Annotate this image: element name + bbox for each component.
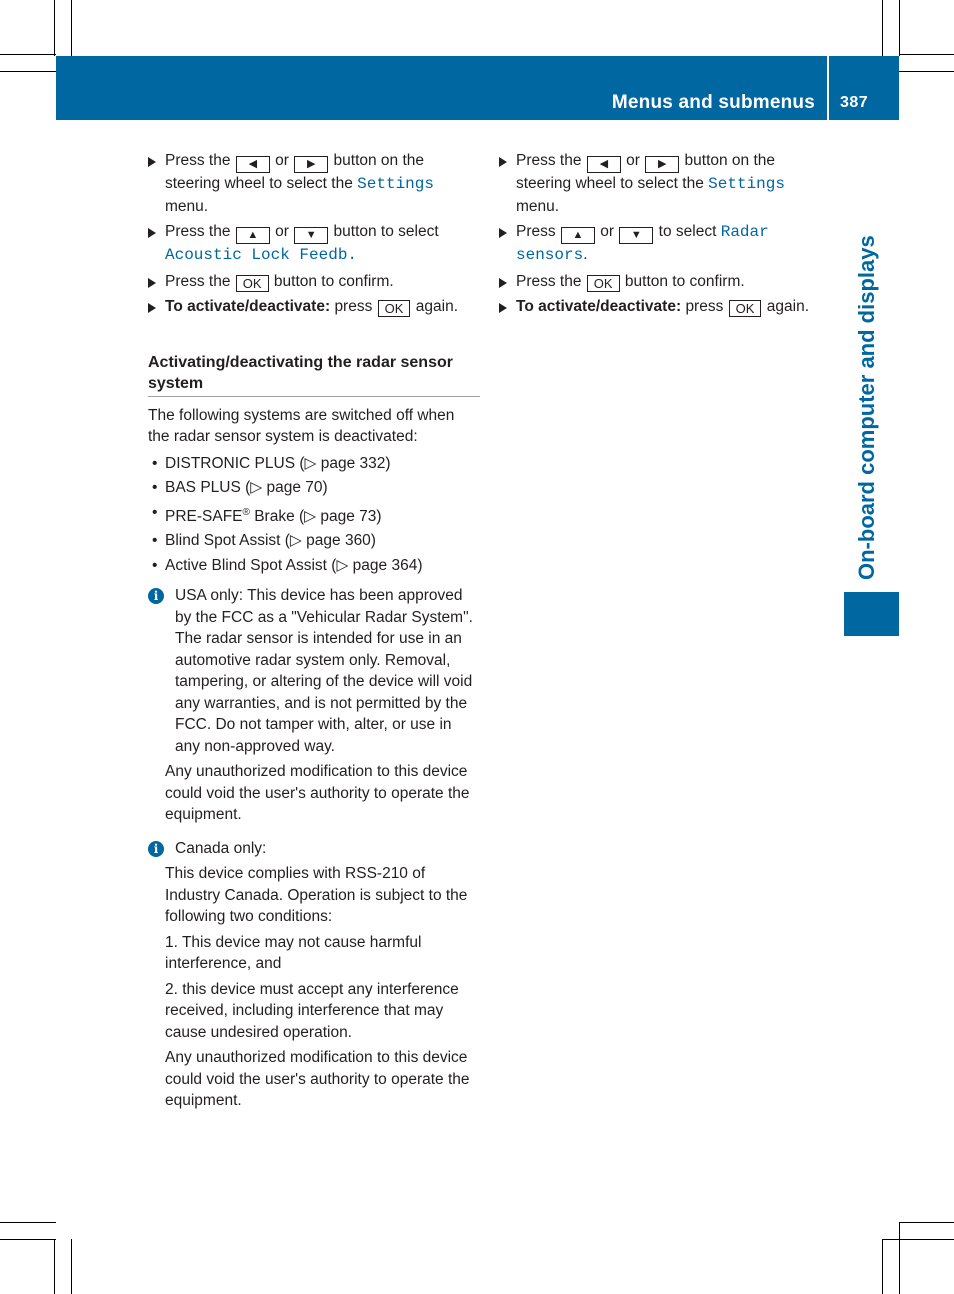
info-icon: i — [148, 588, 164, 604]
step-text: again. — [415, 298, 458, 315]
list-item-text: Brake ( — [249, 507, 305, 525]
step-text: button on the steering wheel to select the — [516, 152, 776, 192]
step-text: button to confirm. — [273, 272, 394, 290]
page-section-title: Menus and submenus — [611, 92, 815, 113]
registered-mark: ® — [242, 506, 250, 518]
step-text: button to confirm. — [624, 272, 745, 290]
list-item-text: Active Blind Spot Assist ( — [165, 556, 337, 574]
up-button-icon: ▲ — [561, 227, 595, 244]
crop-mark — [0, 1222, 56, 1223]
left-button-icon: ◀ — [587, 156, 621, 173]
list-item-text: DISTRONIC PLUS ( — [165, 454, 305, 472]
right-button-icon: ▶ — [294, 156, 328, 173]
page-ref-arrow-icon: ▷ — [304, 507, 321, 525]
crop-mark — [882, 1239, 883, 1294]
step-text: button on the steering wheel to select the — [165, 152, 425, 192]
ok-button-icon: OK — [236, 275, 269, 292]
info-paragraph: USA only: This device has been approved by the FCC as a "Vehicular Radar System". The radar sensor is intended for use in an automotive radar system only. Removal, tampering, or altering of the device will void any warranties, and is not permitted by the FCC. Do not tamper with, alter, or use in any non-approved way. — [175, 587, 473, 755]
list-item-text: Blind Spot Assist ( — [165, 532, 290, 550]
page-ref-arrow-icon: ▷ — [304, 454, 321, 472]
step-text: Press the — [165, 272, 231, 290]
crop-mark — [54, 0, 55, 56]
page-ref-arrow-icon: ▷ — [289, 532, 307, 550]
step-arrow-icon — [499, 278, 507, 288]
display-menu-item: Acoustic Lock Feedb. — [165, 246, 358, 264]
step-arrow-icon — [148, 157, 156, 167]
section-heading: Activating/deactivating the radar sensor system — [148, 352, 480, 397]
step-arrow-icon — [148, 278, 156, 288]
page-ref-link[interactable]: page 360) — [306, 532, 376, 550]
step-arrow-icon — [148, 228, 156, 238]
step-text: again. — [766, 298, 809, 315]
list-item-text: BAS PLUS ( — [165, 479, 251, 496]
step-label: To activate/deactivate: — [165, 298, 331, 315]
right-button-icon: ▶ — [645, 156, 679, 173]
crop-mark — [899, 71, 954, 72]
step-text: Press the — [516, 272, 582, 290]
step-text: Press — [516, 223, 556, 240]
crop-mark — [899, 0, 900, 56]
crop-mark — [899, 1222, 900, 1294]
step-arrow-icon — [148, 303, 156, 313]
list-item — [148, 453, 480, 475]
chapter-tab-block — [844, 592, 899, 636]
step-text: to select — [658, 223, 717, 240]
list-item — [148, 530, 480, 552]
crop-mark — [882, 1239, 954, 1240]
info-paragraph: Any unauthorized modification to this device could void the user's authority to operate the equipment. — [165, 1049, 470, 1110]
crop-mark — [882, 0, 883, 56]
instruction-step — [148, 296, 480, 318]
crop-mark — [899, 1222, 954, 1223]
ok-button-icon: OK — [587, 275, 620, 292]
step-text: or — [626, 152, 640, 169]
up-button-icon: ▲ — [236, 227, 270, 244]
step-text: or — [275, 152, 289, 169]
instruction-step — [499, 296, 831, 318]
page-ref-link[interactable]: page 364) — [352, 556, 423, 574]
instruction-step — [148, 271, 480, 293]
step-text: button to select — [333, 223, 439, 240]
ok-button-icon: OK — [378, 300, 411, 317]
instruction-step — [148, 221, 480, 267]
step-arrow-icon — [499, 303, 507, 313]
page-ref-arrow-icon: ▷ — [336, 556, 353, 574]
step-arrow-icon — [499, 157, 507, 167]
info-paragraph: Any unauthorized modification to this device could void the user's authority to operate the equipment. — [165, 763, 470, 824]
header-bar — [56, 56, 827, 120]
display-menu-name: Settings — [708, 175, 785, 193]
step-text: Press the — [165, 223, 231, 240]
list-item — [148, 477, 480, 499]
display-menu-item: Radar — [720, 223, 769, 241]
chapter-side-tab: On-board computer and displays — [854, 235, 879, 580]
info-paragraph: 2. this device must accept any interference received, including interference that may cause undesired operation. — [165, 980, 459, 1041]
info-note-canada — [148, 838, 480, 1112]
down-button-icon: ▼ — [619, 227, 653, 244]
crop-mark — [71, 1239, 72, 1294]
display-menu-name: Settings — [357, 175, 434, 193]
instruction-step — [499, 221, 831, 267]
info-paragraph: 1. This device may not cause harmful interference, and — [165, 933, 422, 973]
left-button-icon: ◀ — [236, 156, 270, 173]
crop-mark — [0, 71, 56, 72]
crop-mark — [0, 1239, 56, 1240]
step-text: Press the — [516, 152, 582, 169]
instruction-step — [499, 271, 831, 293]
crop-mark — [71, 0, 72, 56]
step-text: press — [685, 298, 724, 315]
info-note-usa — [148, 585, 480, 826]
page-number: 387 — [840, 94, 869, 111]
crop-mark — [54, 1239, 55, 1294]
display-menu-item: sensors — [516, 246, 584, 264]
page-number-box — [829, 56, 899, 120]
step-text: . — [583, 246, 588, 263]
list-item — [148, 502, 480, 528]
intro-paragraph: The following systems are switched off when the radar sensor system is deactivated: — [148, 406, 455, 445]
instruction-step — [148, 150, 480, 217]
step-text: or — [275, 223, 289, 240]
step-text: menu. — [516, 197, 560, 215]
step-text: press — [334, 298, 373, 315]
info-icon: i — [148, 841, 164, 857]
list-item — [148, 555, 480, 577]
step-text: Press the — [165, 152, 231, 169]
list-item-text: PRE-SAFE — [165, 507, 243, 525]
left-column — [148, 150, 480, 1112]
page-ref-link[interactable]: page 73) — [320, 507, 382, 525]
info-paragraph: Canada only: — [175, 839, 267, 857]
crop-mark — [899, 54, 954, 55]
down-button-icon: ▼ — [294, 227, 328, 244]
crop-mark — [0, 54, 56, 55]
system-list — [148, 453, 480, 577]
step-label: To activate/deactivate: — [516, 298, 682, 315]
step-arrow-icon — [499, 228, 507, 238]
step-text: or — [600, 223, 615, 240]
page-ref-arrow-icon: ▷ — [250, 479, 267, 496]
page-ref-link[interactable]: page 70) — [266, 479, 328, 496]
step-text: menu. — [165, 197, 209, 215]
ok-button-icon: OK — [729, 300, 762, 317]
instruction-step — [499, 150, 831, 217]
info-paragraph: This device complies with RSS-210 of Industry Canada. Operation is subject to the following two conditions: — [165, 865, 468, 926]
right-column — [499, 150, 831, 322]
page-ref-link[interactable]: page 332) — [320, 454, 391, 472]
